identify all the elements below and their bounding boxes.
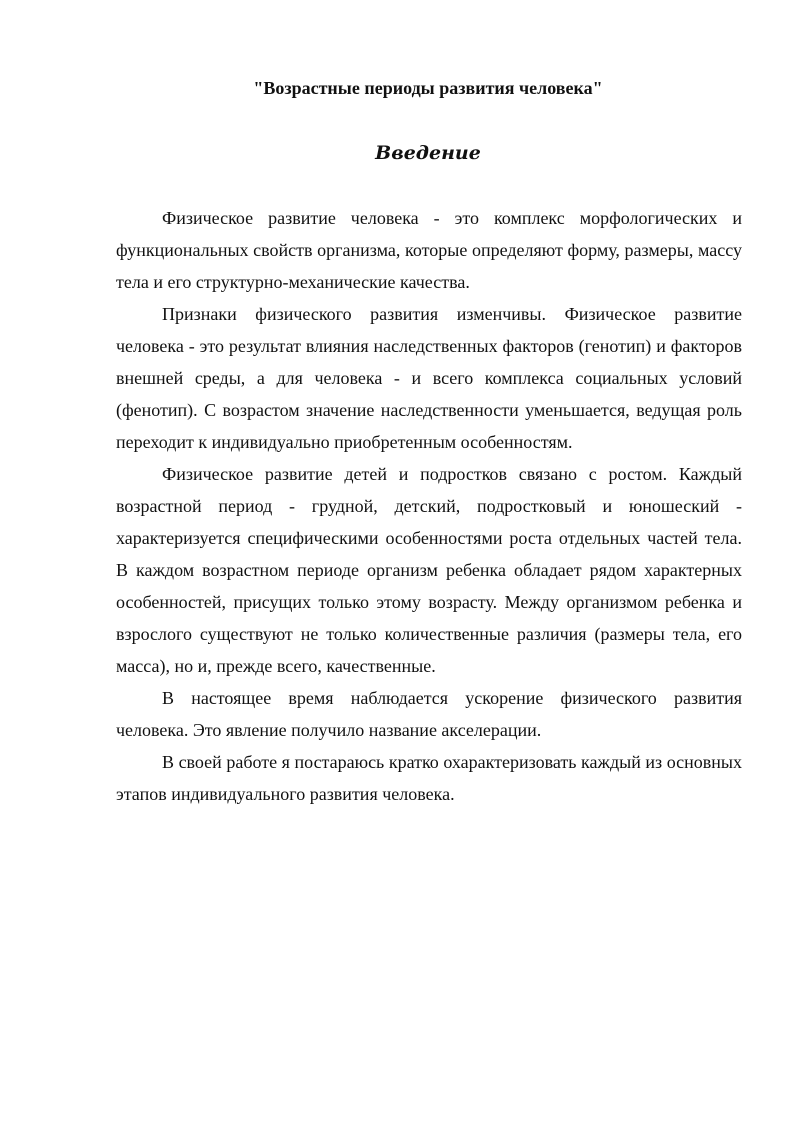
paragraph: В настоящее время наблюдается ускорение физического развития человека. Это явление получило название акселерации. (116, 688, 742, 740)
paragraph: Признаки физического развития изменчивы. Физическое развитие человека - это результат влияния наследственных факторов (генотип) и факторов внешней среды, а для человека - и всего комплекса социальных условий (фенотип). С возрастом значение наследственности уменьшается, ведущая роль переходит к индивидуально приобретенным особенностям. (116, 304, 742, 452)
paragraph: Физическое развитие человека - это комплекс морфологических и функциональных свойств организма, которые определяют форму, размеры, массу тела и его структурно-механические качества. (116, 208, 742, 292)
body-text (116, 202, 742, 810)
paragraph: Физическое развитие детей и подростков связано с ростом. Каждый возрастной период - грудной, детский, подростковый и юношеский - характеризуется специфическими особенностями роста отдельных частей тела. В каждом возрастном периоде организм ребенка обладает рядом характерных особенностей, присущих только этому возрасту. Между организмом ребенка и взрослого существуют не только количественные различия (размеры тела, его масса), но и, прежде всего, качественные. (116, 464, 742, 676)
document-title: "Возрастные периоды развития человека" (253, 78, 603, 98)
paragraph: В своей работе я постараюсь кратко охарактеризовать каждый из основных этапов индивидуального развития человека. (116, 752, 742, 804)
section-heading: Введение (375, 142, 481, 164)
